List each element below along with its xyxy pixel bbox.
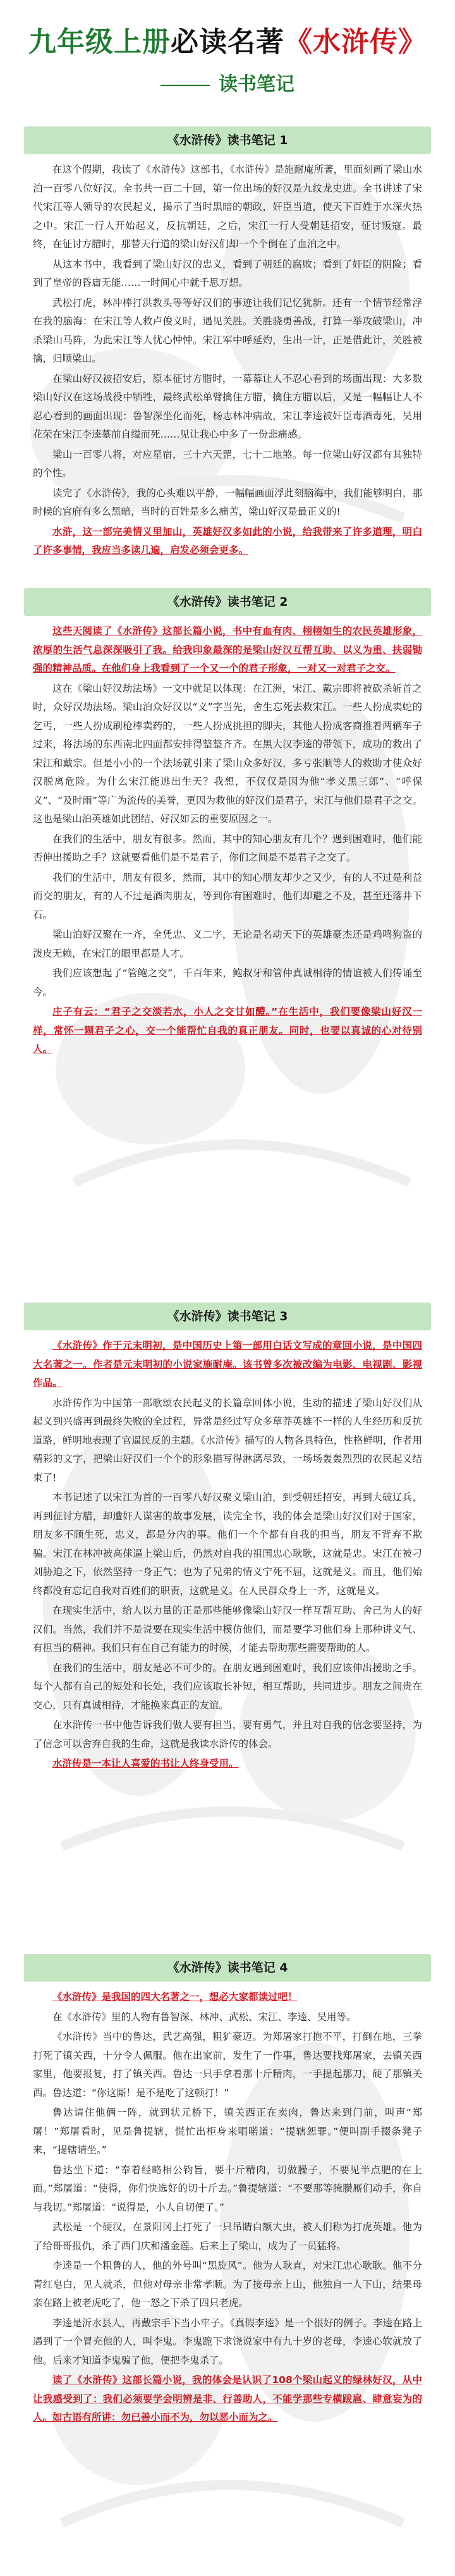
note-paragraph: 本书记述了以宋江为首的一百零八好汉聚义梁山泊，到受朝廷招安，再到大破辽兵，再到征讨方腊，却遭奸人谋害的故事发展，读完全书，我的体会是梁山好汉们对于国家，朋友多不顾生死，忠义，都是分内的事。他们一个个都有自我的担当，朋友不背弃不欺骗。宋江在林冲被高俅逼上梁山后，仍然对自我的祖国忠心耿耿，这就是忠。宋江在被刁刘胁迫之下，依然坚持一身正气；也为了兄弟的情义宁死不屈，这就是义。而且，他们始终都没有忘记自我对百姓们的职责，这就是义。在人民群众身上一齐，这就是义。 — [33, 1492, 422, 1597]
note-highlight — [33, 1337, 422, 1393]
note-paragraph: 在梁山好汉被招安后，原本征讨方腊时，一幕幕让人不忍心看到的场面出现：大多数梁山好汉在这场战役中牺牲，最终武松单臂擒住方腊，擒住方腊以后，又是一幅幅让人不忍心看到的画面出现：鲁智深坐化而死，杨志林冲病故，宋江李逵被奸臣毒酒毒死，吴用花荣在宋江李逵墓前自缢而死……见让我心中多了一份悲痛感。 — [33, 372, 422, 440]
page-subtitle — [0, 68, 455, 96]
note-paragraph: 李逵是一个粗鲁的人，他的外号叫“黑旋风”。他为人耿直，对宋江忠心耿耿。他不分青红皂白，见人就杀，但他对母亲非常孝顺。为了接母亲上山，他独自一人下山，结果母亲在路上被老虎吃了，他一怒之下杀了四只老虎。 — [33, 2260, 422, 2309]
title-part-grade: 九年级上册 — [28, 26, 171, 58]
note-paragraph: 鲁达请住他俩一阵，就到状元桥下，镇关西正在卖肉，鲁达来到门前，叫声“郑屠！”郑屠看时，见是鲁提辖，慌忙出柜身来唱喏道：“提辖恕罪。”便叫副手掇条凳子来，“提辖请坐。” — [33, 2107, 422, 2156]
note-body — [24, 154, 431, 560]
note-paragraph: 读完了《水浒传》，我的心头难以平静，一幅幅画面浮此刻脑海中，我们能够明白，那时候的官府有多么黑暗，当时的百姓是多么痛苦，梁山好汉是最正义的! — [33, 487, 422, 517]
note-paragraph: 在现实生活中，给人以力量的正是那些能够像梁山好汉一样互帮互助、舍己为人的好汉们。当然，我们并不是说要在现实生活中模仿他们，而是要学习他们身上那种讲义气、有担当的精神。我们只有在自己有能力的时候，才能去帮助那些需要帮助的人。 — [33, 1605, 422, 1653]
note-paragraph: 在水浒传一书中他告诉我们做人要有担当，要有勇气，并且对自我的信念要坚持，为了信念可以舍弃自我的生命，这就是我读水浒传的体会。 — [33, 1719, 422, 1750]
note-body — [24, 1330, 431, 1774]
reading-note-4 — [24, 1954, 431, 2555]
page-title — [0, 19, 455, 59]
note-paragraph: 这在《梁山好汉劫法场》一文中就足以体现：在江洲，宋江、戴宗即将被砍杀斩首之时，众好汉劫法场。梁山泊众好汉以“义”字当先，舍生忘死去救宋江。一些人扮成卖蛇的乞丐，一些人扮成刷枪棒卖药的，一些人扮成挑担的脚夫，其他人扮成客商推着两辆车子过来，将法场的东西南北四面都安排得整整齐齐。在黑大汉李逵的带领下，成功的救出了宋江和戴宗。但是小小的一个法场就引来了梁山众多好汉，多亏张顺等人的救助才使众好汉脱离危险。为什么宋江能逃出生天？我想，不仅仅是因为他“孝义黑三郎”、“呼保义”、“及时雨”等广为流传的美誉，更因为救他的好汉们是君子，宋江与他们是君子之交。这也是梁山泊英雄如此团结、好汉如云的重要原因之一。 — [33, 682, 422, 825]
highlighted-text: 庄子有云：“君子之交淡若水，小人之交甘如醴。”在生活中，我们要像梁山好汉一样，常怀一颗君子之心，交一个能帮忙自我的真正朋友。同时，也要以真诚的心对待别人。 — [33, 1006, 422, 1055]
highlighted-text: 《水浒传》作于元末明初，是中国历史上第一部用白话文写成的章回小说，是中国四大名著之一。作者是元末明初的小说家施耐庵。该书曾多次被改编为电影、电视剧、影视作品。 — [33, 1340, 422, 1389]
note-highlight — [33, 1003, 422, 1059]
note-paragraph: 水浒传作为中国第一部歌颂农民起义的长篇章回体小说，生动的描述了梁山好汉们从起义到兴盛再到最终失败的全过程，异常是经过写众多草莽英雄不一样的人生经历和反抗道路，鲜明地表现了官逼民反的主题。《水浒传》描写的人物各具特色，性格鲜明，作者用精彩的文字，把梁山好汉们一个个的形象描写得淋漓尽致，一场场轰轰烈烈的农民起义结束了! — [33, 1397, 422, 1483]
subtitle-dash — [161, 85, 210, 86]
highlighted-text: 水浒，这一部完美情义里加山，英雄好汉多如此的小说，给我带来了许多道理，明白了许多事情，我应当多读几遍，启发必须会更多。 — [33, 525, 422, 556]
reading-note-2 — [24, 588, 431, 1233]
highlighted-text: 《水浒传》是我国的四大名著之一，想必大家都读过吧！ — [52, 1991, 298, 2003]
note-paragraph: 梁山一百零八将，对应星宿，三十六天罡，七十二地煞。每一位梁山好汉都有其独特的个性。 — [33, 448, 422, 479]
note-paragraph: 我们应该想起了“管鲍之交”，千百年来，鲍叔牙和管仲真诚相待的情谊被人们传诵至今。 — [33, 967, 422, 998]
highlighted-text: 水浒传是一本让人喜爱的书让人终身受用。 — [52, 1758, 239, 1769]
note-paragraph: 在我们的生活中，朋友是必不可少的。在朋友遇到困难时，我们应该伸出援助之手。每个人都有自己的短处和长处，我们应该取长补短，相互帮助，共同进步。朋友之间贵在交心，只有真诚相待，才能换来真正的友谊。 — [33, 1662, 422, 1711]
note-highlight — [33, 2371, 422, 2427]
note-paragraph: 武松是一个硬汉，在景阳冈上打死了一只吊睛白额大虫，被人们称为打虎英雄。他为了给哥哥报仇，杀了西门庆和潘金莲。后来上了梁山，成为了一员猛将。 — [33, 2221, 422, 2252]
note-paragraph: 在《水浒传》里的人物有鲁智深、林冲、武松、宋江、李逵、吴用等。 — [52, 2011, 356, 2023]
note-highlight — [33, 523, 422, 560]
note-paragraph: 在我们的生活中，朋友有很多。然而，其中的知心朋友有几个？遇到困难时，他们能否伸出援助之手？这就要看他们是不是君子，你们之间是不是君子之交了。 — [33, 833, 422, 863]
note-heading: 《水浒传》读书笔记 4 — [24, 1954, 431, 1982]
note-paragraph: 李逵是沂水县人，再戴宗手下当小牢子。《真假李逵》是一个很好的例子。李逵在路上遇到了一个冒充他的人，叫李鬼。李鬼跪下求饶说家中有九十岁的老母，李逵心软就放了他。后来才知道李鬼骗了他，便把李鬼杀了。 — [33, 2317, 422, 2366]
note-highlight — [33, 1755, 422, 1774]
note-heading: 《水浒传》读书笔记 1 — [24, 126, 431, 154]
note-paragraph: 鲁达坐下道：“奉着经略相公钧旨，要十斤精肉，切做臊子，不要见半点肥的在上面。”郑屠道：“使得，你们快选好的切十斤去。”鲁提辖道：“不要那等腌臜厮们动手，你自与我切。”郑屠道：“说得是，小人自切便了。” — [33, 2164, 422, 2213]
note-highlight — [33, 1988, 422, 2007]
subtitle-text: 读书笔记 — [219, 73, 294, 95]
note-paragraph: 从这本书中，我看到了梁山好汉的忠义，看到了朝廷的腐败；看到了奸臣的阴险；看到了皇帝的昏庸无能……一时间心中就千思万想。 — [33, 258, 422, 288]
note-paragraph: 梁山泊好汉聚在一齐，全凭忠、义二字，无论是名动天下的英雄豪杰还是鸡鸣狗盗的泼皮无赖，在宋江的眼里都是人才。 — [33, 929, 422, 959]
highlighted-text: 读了《水浒传》这部长篇小说，我的体会是认识了108个梁山起义的绿林好汉，从中让我感受到了：我们必须要学会明辨是非、行善助人，不能学那些专横跋扈、肆意妄为的人。如古语有所讲：勿已善小而不为，勿以恶小而为之。 — [33, 2374, 422, 2423]
note-paragraph: 我们的生活中，朋友有很多，然而，其中的知心朋友却少之又少，有的人不过是利益而交的朋友，有的人不过是酒肉朋友，等到你有困难时，他们却避之不及，甚至还落井下石。 — [33, 871, 422, 921]
note-body — [24, 1982, 431, 2427]
note-heading: 《水浒传》读书笔记 2 — [24, 588, 431, 616]
title-part-required: 必读名著 — [171, 26, 284, 58]
note-body — [24, 616, 431, 1059]
highlighted-text: 这些天阅读了《水浒传》这部长篇小说，书中有血有肉、栩栩如生的农民英雄形象，浓厚的生活气息深深吸引了我。给我印象最深的是梁山好汉互帮互助、以义为重、扶弱锄强的精神品质。在他们身上我看到了一个又一个的君子形象，一对又一对君子之交。 — [33, 625, 422, 674]
title-part-book: 《水浒传》 — [284, 26, 427, 58]
note-highlight — [33, 622, 422, 678]
reading-note-3 — [24, 1303, 431, 1884]
note-paragraph: 武松打虎，林冲棒打洪教头等等好汉们的事迹让我们记忆犹新。还有一个情节经常浮在我的脑海：在宋江等人救卢俊义时，遇见关胜。关胜骁勇善战，打算一举攻破梁山，冲杀梁山马阵，为此宋江等人忧心忡忡。宋江军中呼延灼，生出一计，正是借此计，关胜被擒，归顺梁山。 — [33, 297, 422, 364]
note-paragraph: 在这个假期，我读了《水浒传》这部书，《水浒传》是施耐庵所著，里面刻画了梁山水泊一百零八位好汉。全书共一百二十回，第一位出场的好汉是九纹龙史进。全书讲述了宋代宋江等人领导的农民起义，揭示了当时黑暗的朝政，奸臣当道，使天下百姓于水深火热之中。宋江一行人开始起义，反抗朝廷，之后，宋江一行人受朝廷招安，征讨叛寇。最终，在征讨方腊时，那替天行道的梁山好汉们却一个个倒在了血泊之中。 — [33, 164, 422, 250]
page-header — [0, 0, 455, 126]
note-heading: 《水浒传》读书笔记 3 — [24, 1303, 431, 1330]
reading-note-1 — [24, 126, 431, 556]
note-paragraph: 《水浒传》当中的鲁达，武艺高强，粗犷豪迈。为郑屠家打抱不平，打倒在地，三拳打死了镇关西，十分令人佩服。他在出家前，发生了一件事，鲁达要找郑屠家，去镇关西家里，他要报复，打了镇关西。鲁达一只手拿着那十斤精肉，一手提起那刀，硬了那镇关西。鲁达道：“你这厮！是不是吃了这顿打！” — [33, 2031, 422, 2099]
